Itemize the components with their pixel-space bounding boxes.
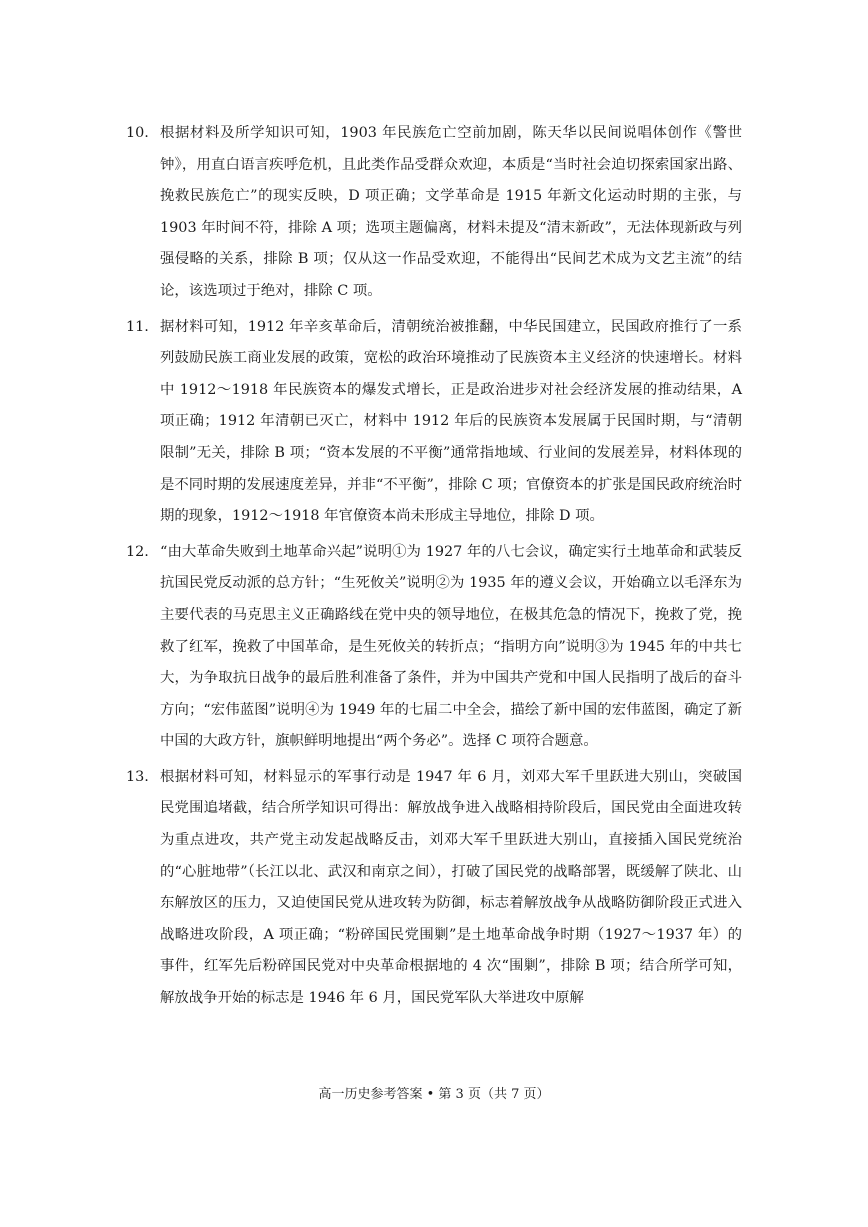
answer-item-10 <box>126 118 742 308</box>
answer-number: 13. <box>126 768 149 785</box>
answer-item-12 <box>126 537 742 758</box>
answer-number: 11. <box>126 318 149 335</box>
answer-text: 据材料可知，1912 年辛亥革命后，清朝统治被推翻，中华民国建立，民国政府推行了一系列鼓励民族工商业发展的政策，宽松的政治环境推动了民族资本主义经济的快速增长。材料中 1912～1918 年民族资本的爆发式增长，正是政治进步对社会经济发展的推动结果，A 项正确；1912 年清朝已灭亡，材料中 1912 年后的民族资本发展属于民国时期，与“清朝限制”无关，排除 B 项；“资本发展的不平衡”通常指地域、行业间的发展差异，材料体现的是不同时期的发展速度差异，并非“不平衡”，排除 C 项；官僚资本的扩张是国民政府统治时期的现象，1912～1918 年官僚资本尚未形成主导地位，排除 D 项。 <box>160 318 742 525</box>
answer-text: 根据材料及所学知识可知，1903 年民族危亡空前加剧，陈天华以民间说唱体创作《警世钟》，用直白语言疾呼危机，且此类作品受群众欢迎，本质是“当时社会迫切探索国家出路、挽救民族危亡”的现实反映，D 项正确；文学革命是 1915 年新文化运动时期的主张，与 1903 年时间不符，排除 A 项；选项主题偏离，材料未提及“清末新政”，无法体现新政与列强侵略的关系，排除 B 项；仅从这一作品受欢迎，不能得出“民间艺术成为文艺主流”的结论，该选项过于绝对，排除 C 项。 <box>160 125 742 299</box>
answer-list <box>126 118 742 1015</box>
answer-item-11 <box>126 312 742 533</box>
page-footer: 高一历史参考答案 • 第 3 页（共 7 页） <box>318 1087 550 1102</box>
answer-text: 根据材料可知，材料显示的军事行动是 1947 年 6 月，刘邓大军千里跃进大别山，突破国民党围追堵截，结合所学知识可得出：解放战争进入战略相持阶段后，国民党由全面进攻转为重点进攻，共产党主动发起战略反击，刘邓大军千里跃进大别山，直接插入国民党统治的“心脏地带”（长江以北、武汉和南京之间），打破了国民党的战略部署，既缓解了陕北、山东解放区的压力，又迫使国民党从进攻转为防御，标志着解放战争从战略防御阶段正式进入战略进攻阶段，A 项正确；“粉碎国民党围剿”是土地革命战争时期（1927～1937 年）的事件，红军先后粉碎国民党对中央革命根据地的 4 次“围剿”，排除 B 项；结合所学可知，解放战争开始的标志是 1946 年 6 月，国民党军队大举进攻中原解 <box>160 768 742 1007</box>
answer-item-13 <box>126 762 742 1015</box>
answer-text: “由大革命失败到土地革命兴起”说明①为 1927 年的八七会议，确定实行土地革命和武装反抗国民党反动派的总方针；“生死攸关”说明②为 1935 年的遵义会议，开始确立以毛泽东为主要代表的马克思主义正确路线在党中央的领导地位，在极其危急的情况下，挽救了党，挽救了红军，挽救了中国革命，是生死攸关的转折点；“指明方向”说明③为 1945 年的中共七大，为争取抗日战争的最后胜利准备了条件，并为中国共产党和中国人民指明了战后的奋斗方向；“宏伟蓝图”说明④为 1949 年的七届二中全会，描绘了新中国的宏伟蓝图，确定了新中国的大政方针，旗帜鲜明地提出“两个务必”。选择 C 项符合题意。 <box>160 543 742 750</box>
answer-number: 10. <box>126 125 149 141</box>
answer-number: 12. <box>126 543 149 560</box>
